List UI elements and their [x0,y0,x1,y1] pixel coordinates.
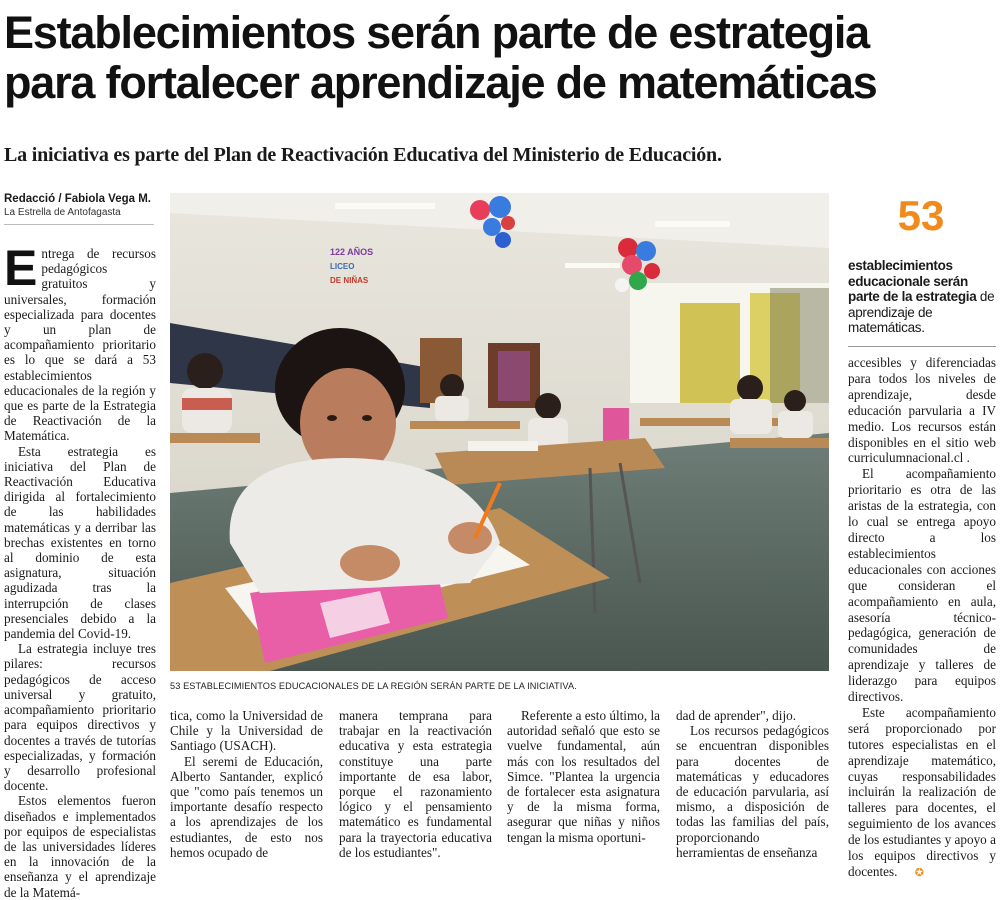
column-1-paragraph-1 [4,240,156,444]
article-column-4 [507,708,660,845]
article-column-2 [170,708,323,860]
deck-subtitle: La iniciativa es parte del Plan de Reactivación Educativa del Ministerio de Educación. [4,144,722,166]
wall-sign-text: 122 AÑOS [330,247,374,257]
headline [4,8,996,108]
byline-divider [4,224,154,225]
article-column-1 [4,240,156,900]
headline-line-2: para fortalecer aprendizaje de matemáticas [4,57,877,108]
ceiling-light [565,263,620,268]
stat-rest-text: de aprendizaje de matemáticas. [848,289,995,335]
byline-publication: La Estrella de Antofagasta [4,207,121,218]
column-1-paragraph-3: La estrategia incluye tres pilares: recursos pedagógicos de acceso universal y gratuito, acompañamiento prioritario para equipos directivos y docentes a través de tutorías especializadas, y formación y desarrollo profesional docente. [4,641,156,794]
column-1-paragraph-4: Estos elementos fueron diseñados e implementados por equipos de especialistas de las universidades líderes en la innovación de la enseñanza y el aprendizaje de la Matemá- [4,793,156,900]
column-5-paragraph-1: dad de aprender", dijo. [676,708,796,723]
column-6-paragraph-3-text: Este acompañamiento será proporcionado por tutores especialistas en el aprendizaje matemático, cuyas responsabilidades incluirán la realización de talleres para docentes, el seguimiento de los avances de los estudiantes y apoyo a los equipos directivos y docentes. [848,704,996,879]
column-2-paragraph-2: El seremi de Educación, Alberto Santander, explicó que "como país tenemos un importante desafío respecto a los aprendizajes de los estudiantes, de esto nos hemos ocupado de [170,753,323,860]
end-mark-icon: ✪ [914,867,924,879]
classroom-photo [170,193,829,671]
article-column-3 [339,708,492,860]
headline-line-1: Establecimientos serán parte de estrategia [4,7,869,58]
photo-caption: 53 ESTABLECIMIENTOS EDUCACIONALES DE LA REGIÓN SERÁN PARTE DE LA INICIATIVA. [170,681,577,691]
svg-text:LICEO: LICEO [330,262,355,271]
column-1-paragraph-1-text: ntrega de recursos pedagógicos gratuitos y universales, formación especializada para docentes y un plan de acompañamiento prioritario es lo que se dará a 53 establecimientos educacionales de la región y que es parte de la Estrategia de Reactivación de la Matemática. [4,246,156,444]
column-6-paragraph-1: accesibles y diferenciadas para todos los niveles de aprendizaje, desde educación parvularia a IV medio. Los recursos están disponibles en el sitio web curriculumnacional.cl . [848,355,996,466]
column-4-paragraph-1: Referente a esto último, la autoridad señaló que esto se vuelve fundamental, aún más con los resultados del Simce. "Plantea la urgencia de fortalecer esta asignatura y de la misma forma, asegurar que niñas y niños tengan la misma oportuni- [507,708,660,845]
column-1-paragraph-2: Esta estrategia es iniciativa del Plan de Reactivación Educativa dirigida al fortalecimiento de las habilidades matemáticas y a derribar las brechas existentes en torno al dominio de esta asignatura, situación agudizada tras la interrupción de clases presenciales debido a la pandemia del Covid-19. [4,443,156,642]
stat-description [848,258,996,336]
column-5-paragraph-2: Los recursos pedagógicos se encuentran disponibles para docentes de matemáticas y educadores de educación parvularia, así mismo, a disposición de todas las familias del país, proporcionando herramientas de enseñanza [676,723,829,860]
ceiling-light [335,203,435,209]
column-2-paragraph-1: tica, como la Universidad de Chile y la Universidad de Santiago (USACH). [170,708,323,754]
byline [4,192,164,219]
svg-text:DE NIÑAS: DE NIÑAS [330,276,369,285]
column-3-paragraph-1: manera temprana para trabajar en la reactivación educativa y esta estrategia constituye una parte importante de esa labor, porque el razonamiento lógico y el pensamiento matemático es fundamental para la trayectoria educativa de los estudiantes". [339,708,492,860]
article-column-5 [676,708,829,860]
stat-divider [848,346,996,347]
dropcap: E [4,240,38,296]
ceiling-light [655,221,730,227]
stat-bold-text: establecimientos educacionale serán parte de la estrategia [848,258,977,304]
column-6-paragraph-3 [848,705,996,882]
column-6-paragraph-2: El acompañamiento prioritario es otra de las aristas de la estrategia, con lo cual se entrega apoyo directo a los establecimientos educacionales con acciones que consideran el acompañamiento en aula, asesoría técnico-pedagógica, generación de comunidades de aprendizaje y talleres de liderazgo para equipos directivos. [848,466,996,705]
stat-number: 53 [897,192,945,239]
classroom-illustration [170,193,829,671]
byline-author: Redacció / Fabiola Vega M. [4,193,151,205]
article-column-6 [848,355,996,882]
